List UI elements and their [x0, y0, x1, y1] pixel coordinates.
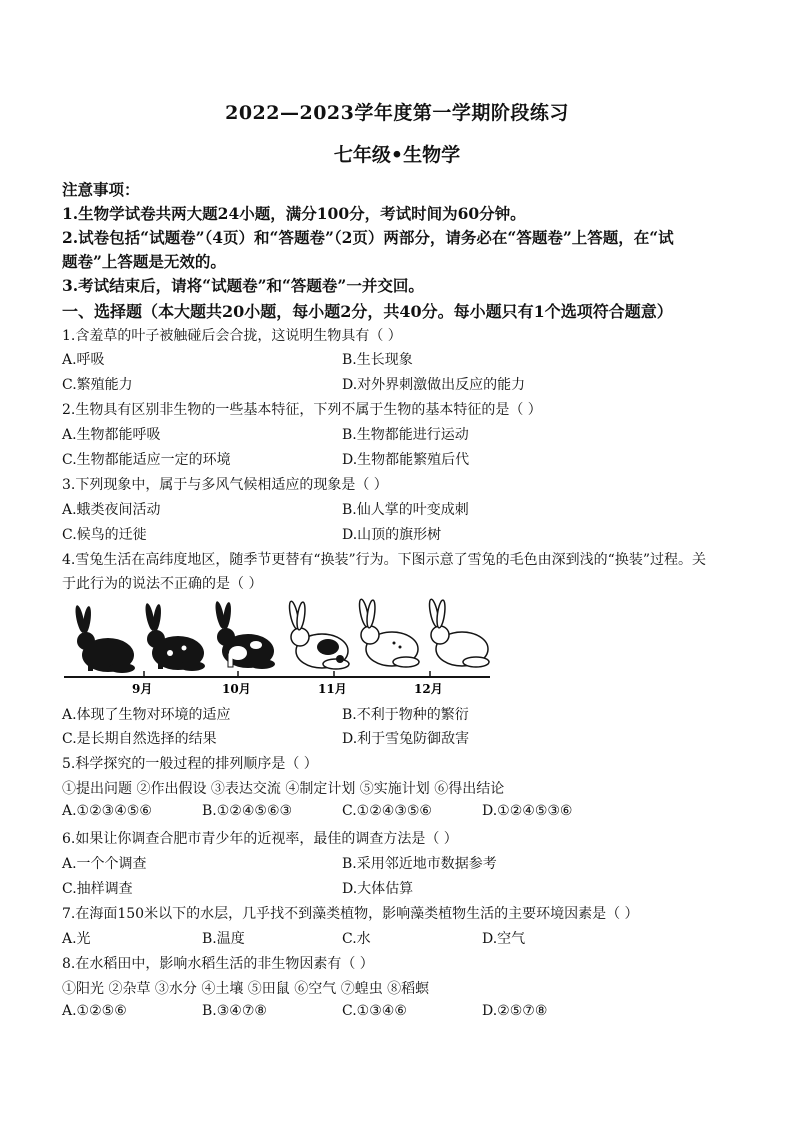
- question-4-stem-line1: 4.雪兔生活在高纬度地区，随季节更替有“换装”行为。下图示意了雪兔的毛色由深到浅的“换装”过程。关: [62, 552, 706, 568]
- q4-option-b: B.不利于物种的繁衍: [342, 707, 469, 723]
- q6-option-d: D.大体估算: [342, 881, 414, 897]
- rabbit-november: [358, 599, 419, 667]
- exam-title: 2022—2023学年度第一学期阶段练习: [225, 102, 569, 124]
- q2-option-c: C.生物都能适应一定的环境: [62, 452, 231, 468]
- q7-option-c: C.水: [342, 931, 371, 947]
- notice-item-1: 1.生物学试卷共两大题24小题，满分100分，考试时间为60分钟。: [62, 204, 526, 223]
- month-label-nov: 11月: [318, 682, 347, 696]
- month-label-oct: 10月: [222, 682, 251, 696]
- q1-option-c: C.繁殖能力: [62, 377, 133, 393]
- q6-option-a: A.一个个调查: [62, 856, 147, 872]
- q8-option-b: B.③④⑦⑧: [202, 1003, 267, 1019]
- q5-option-c: C.①②④③⑤⑥: [342, 803, 432, 819]
- question-8-stem: 8.在水稻田中，影响水稻生活的非生物因素有（ ）: [62, 956, 374, 972]
- q5-option-a: A.①②③④⑤⑥: [62, 803, 152, 819]
- rabbit-september-late: [144, 603, 205, 671]
- q6-option-c: C.抽样调查: [62, 881, 133, 897]
- q4-option-d: D.利于雪兔防御敌害: [342, 731, 470, 747]
- question-4-stem-line2: 于此行为的说法不正确的是（ ）: [62, 576, 263, 592]
- q5-option-d: D.①②④⑤③⑥: [482, 803, 573, 819]
- q4-option-c: C.是长期自然选择的结果: [62, 731, 217, 747]
- question-6-stem: 6.如果让你调查合肥市青少年的近视率，最佳的调查方法是（ ）: [62, 831, 458, 847]
- q3-option-b: B.仙人掌的叶变成刺: [342, 502, 469, 518]
- q7-option-d: D.空气: [482, 931, 526, 947]
- q8-option-d: D.②⑤⑦⑧: [482, 1003, 548, 1019]
- question-5-steps: ①提出问题 ②作出假设 ③表达交流 ④制定计划 ⑤实施计划 ⑥得出结论: [62, 781, 505, 797]
- notice-label: 注意事项：: [62, 180, 140, 199]
- month-label-sep: 9月: [132, 682, 153, 696]
- rabbit-december: [428, 599, 489, 667]
- q7-option-a: A.光: [62, 931, 91, 947]
- q5-option-b: B.①②④⑤⑥③: [202, 803, 293, 819]
- question-1-stem: 1.含羞草的叶子被触碰后会合拢，这说明生物具有（ ）: [62, 328, 402, 344]
- notice-item-2-cont: 题卷”上答题是无效的。: [62, 252, 226, 271]
- q1-option-b: B.生长现象: [342, 352, 413, 368]
- q1-option-a: A.呼吸: [62, 352, 105, 368]
- q1-option-d: D.对外界刺激做出反应的能力: [342, 377, 526, 393]
- q3-option-c: C.候鸟的迁徙: [62, 527, 147, 543]
- exam-subtitle: 七年级•生物学: [333, 144, 461, 166]
- q8-option-a: A.①②⑤⑥: [62, 1003, 127, 1019]
- question-3-stem: 3.下列现象中，属于与多风气候相适应的现象是（ ）: [62, 477, 388, 493]
- q3-option-d: D.山顶的旗形树: [342, 527, 442, 543]
- q6-option-b: B.采用邻近地市数据参考: [342, 856, 497, 872]
- rabbit-october-late: [288, 601, 349, 669]
- q7-option-b: B.温度: [202, 931, 245, 947]
- question-5-stem: 5.科学探究的一般过程的排列顺序是（ ）: [62, 756, 318, 772]
- rabbit-september-early: [74, 605, 135, 673]
- q2-option-a: A.生物都能呼吸: [62, 427, 161, 443]
- rabbit-october: [214, 601, 275, 669]
- q2-option-d: D.生物都能繁殖后代: [342, 452, 470, 468]
- month-label-dec: 12月: [414, 682, 443, 696]
- notice-item-2: 2.试卷包括“试题卷”（4页）和“答题卷”（2页）两部分，请务必在“答题卷”上答题，在“试: [62, 228, 674, 247]
- q8-option-c: C.①③④⑥: [342, 1003, 407, 1019]
- question-8-items: ①阳光 ②杂草 ③水分 ④土壤 ⑤田鼠 ⑥空气 ⑦蝗虫 ⑧稻螟: [62, 981, 430, 997]
- q4-option-a: A.体现了生物对环境的适应: [62, 707, 231, 723]
- q2-option-b: B.生物都能进行运动: [342, 427, 469, 443]
- q3-option-a: A.蛾类夜间活动: [62, 502, 161, 518]
- notice-item-3: 3.考试结束后，请将“试题卷”和“答题卷”一并交回。: [62, 276, 424, 295]
- rabbit-molting-illustration: [62, 597, 492, 697]
- question-2-stem: 2.生物具有区别非生物的一些基本特征，下列不属于生物的基本特征的是（ ）: [62, 402, 542, 418]
- question-7-stem: 7.在海面150米以下的水层，几乎找不到藻类植物，影响藻类植物生活的主要环境因素是（ ）: [62, 906, 639, 922]
- section-title: 一、选择题（本大题共20小题，每小题2分，共40分。每小题只有1个选项符合题意）: [62, 302, 673, 321]
